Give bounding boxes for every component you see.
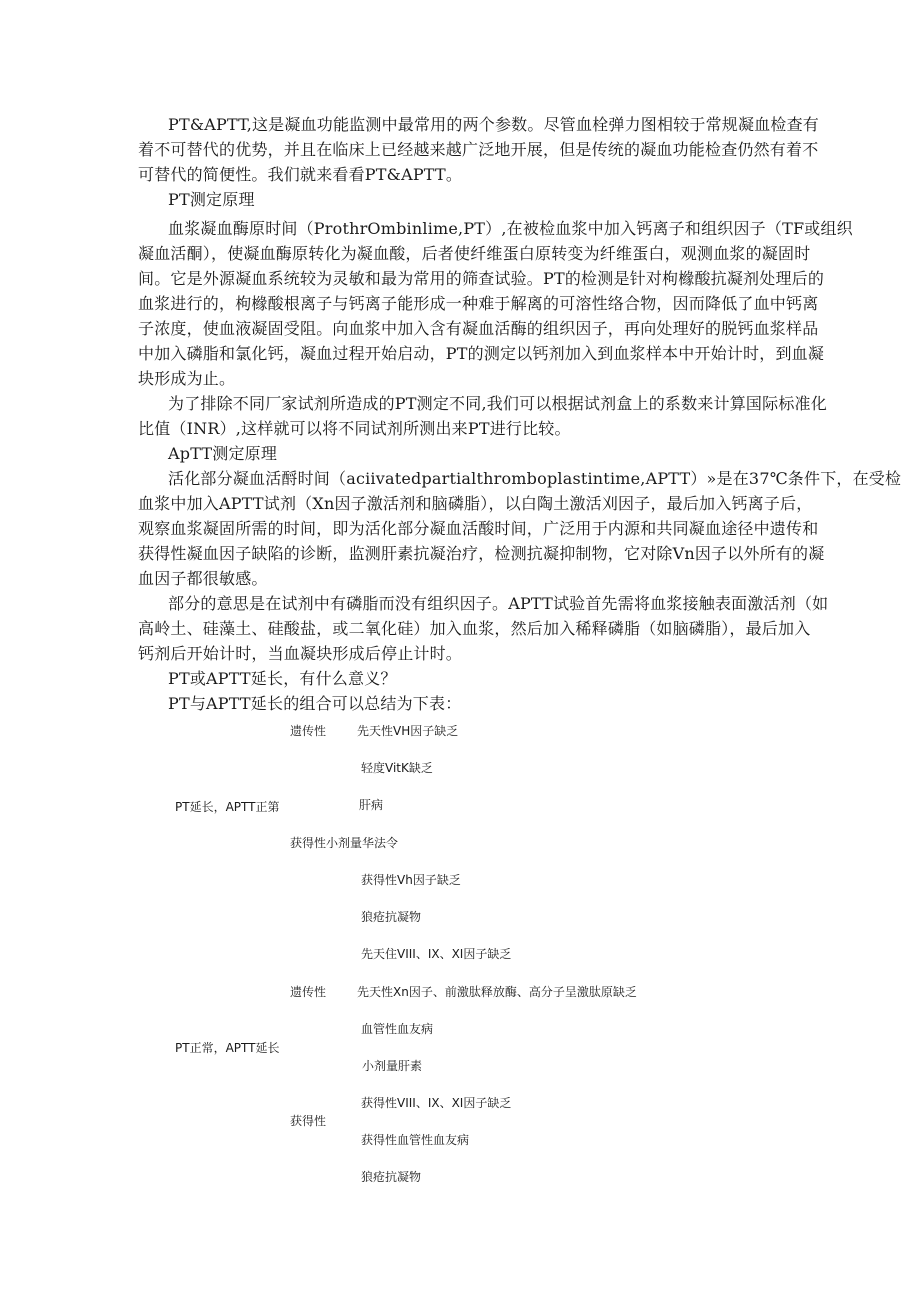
group2-acquired-item-2: 获得性血管性血友病	[361, 1133, 470, 1147]
pt-para1-line-6: 中加入磷脂和氯化钙，凝血过程开始启动，PT的测定以钙剂加入到血浆样本中开始计时，到血凝	[138, 344, 825, 363]
intro-line-3: 可替代的简便性。我们就来看看PT&APTT。	[138, 165, 463, 184]
group1-label: PT延长，APTT正第	[175, 800, 280, 814]
aptt-para2-line-3: 钙剂后开始计时，当血凝块形成后停止计时。	[138, 644, 463, 663]
aptt-para1-line-3: 观察血浆凝固所需的时间，即为活化部分凝血活酸时间，广泛用于内源和共同凝血途径中遗传和	[138, 519, 819, 538]
group2-hereditary-label: 遗传性	[290, 985, 327, 999]
aptt-para1-line-2: 血浆中加入APTT试剂（Xn因子激活剂和脑磷脂），以白陶土激活刈因子，最后加入钙离子后，	[138, 494, 813, 513]
group2-hereditary-item-1: 先天性Xn因子、前激肽释放酶、高分子呈激肽原缺乏	[357, 985, 637, 999]
pt-para2-line-1: 为了排除不同厂家试剂所造成的PT测定不同,我们可以根据试剂盒上的系数来计算国际标准化	[168, 394, 827, 413]
group2-acquired-item-3: 狼疮抗凝物	[361, 1170, 422, 1184]
pt-para1-line-7: 块形成为止。	[138, 369, 236, 388]
pt-para2-line-2: 比值（INR）,这样就可以将不同试剂所测出来PT进行比较。	[138, 419, 571, 438]
group1-hereditary-label: 遗传性	[290, 724, 327, 738]
group1-acquired-item-1: 获得性Vh因子缺乏	[361, 873, 461, 887]
aptt-heading: ApTT测定原理	[168, 444, 278, 463]
group2-acquired-item-1: 获得性VIII、IX、XI因子缺乏	[361, 1096, 512, 1110]
aptt-para1-line-4: 获得性凝血因子缺陷的诊断，监测肝素抗凝治疗，检测抗凝抑制物，它对除Vn因子以外所有的凝	[138, 544, 825, 563]
intro-line-1: PT&APTT,这是凝血功能监测中最常用的两个参数。尽管血栓弹力图相较于常规凝血检查有	[168, 115, 819, 134]
group2-label: PT正常，APTT延长	[175, 1041, 280, 1055]
group2-hereditary-item-2: 血管性血友病	[361, 1022, 434, 1036]
pt-para1-line-2: 凝血活酮），使凝血酶原转化为凝血酸，后者使纤维蛋白原转变为纤维蛋白，观测血浆的凝固时	[138, 244, 811, 263]
pt-para1-line-3: 间。它是外源凝血系统较为灵敏和最为常用的筛查试验。PT的检测是针对枸橼酸抗凝剂处理后的	[138, 269, 825, 288]
aptt-para2-line-2: 高岭土、硅藻土、硅酸盐，或二氧化硅）加入血浆，然后加入稀释磷脂（如脑磷脂），最后加入	[138, 619, 811, 638]
group1-hereditary-item-2: 轻度VitK缺乏	[361, 761, 433, 775]
question-line: PT或APTT延长，有什么意义？	[168, 669, 397, 688]
pt-heading: PT测定原理	[168, 190, 255, 209]
group2-hereditary-item-3: 小剂量肝素	[362, 1059, 423, 1073]
summary-intro-line: PT与APTT延长的组合可以总结为下表：	[168, 694, 462, 713]
pt-para1-line-1: 血浆凝血酶原时间（ProthrOmbinlime,PT）,在被检血浆中加入钙离子和组织因子（TF或组织	[168, 219, 853, 238]
aptt-para2-line-1: 部分的意思是在试剂中有磷脂而没有组织因子。APTT试验首先需将血浆接触表面激活剂（如	[168, 594, 829, 613]
aptt-para1-line-5: 血因子都很敏感。	[138, 569, 268, 588]
pt-para1-line-4: 血浆进行的，枸橼酸根离子与钙离子能形成一种难于解离的可溶性络合物，因而降低了血中钙离	[138, 294, 819, 313]
group1-hereditary-item-3: 肝病	[359, 798, 384, 812]
aptt-para1-line-1: 活化部分凝血活酹时间（aciivatedpartialthromboplastintime,APTT）»是在37℃条件下，在受检	[168, 469, 902, 488]
group1-acquired-label: 获得性小剂量华法令	[290, 836, 399, 850]
group1-hereditary-item-1: 先天性VH因子缺乏	[357, 724, 459, 738]
intro-line-2: 着不可替代的优势，并且在临床上已经越来越广泛地开展，但是传统的凝血功能检查仍然有着不	[138, 140, 819, 159]
group1-acquired-item-2: 狼疮抗凝物	[361, 910, 422, 924]
pt-para1-line-5: 子浓度，使血液凝固受阻。向血浆中加入含有凝血活酶的组织因子，再向处理好的脱钙血浆样品	[138, 319, 819, 338]
group2-acquired-label: 获得性	[290, 1114, 327, 1128]
group2-top-item: 先天住VIII、IX、XI因子缺乏	[361, 947, 512, 961]
